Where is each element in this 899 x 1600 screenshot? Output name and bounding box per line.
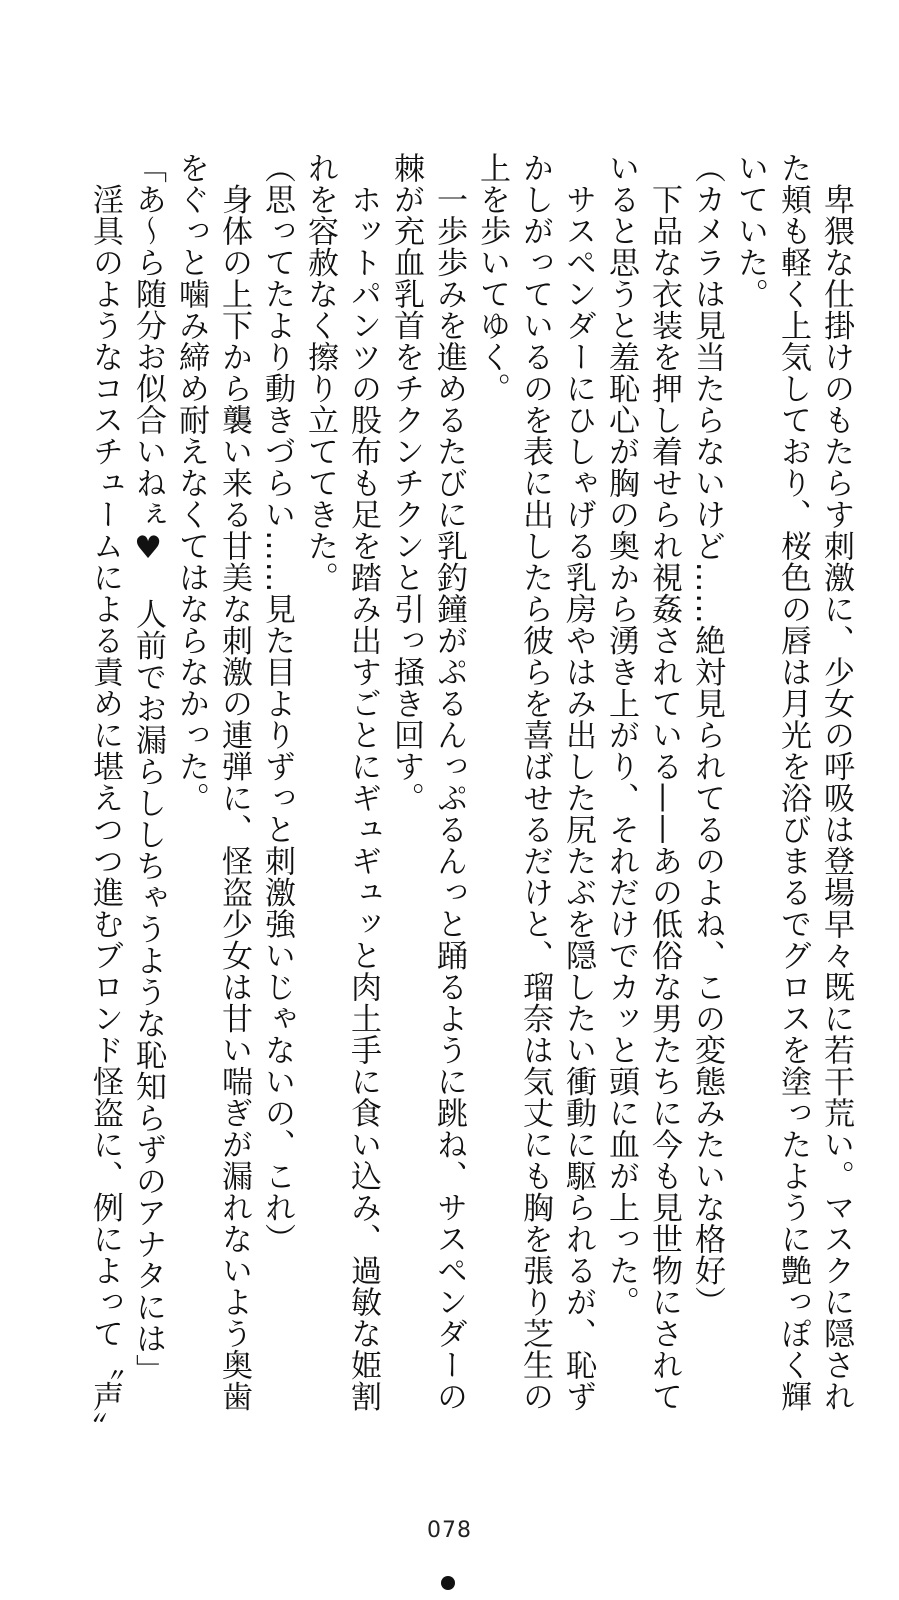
- text-line: 上を歩いてゆく。: [474, 152, 510, 404]
- page-number: 078: [427, 1518, 472, 1543]
- text-line: 一歩歩みを進めるたびに乳釣鐘がぷるんっぷるんっと踊るように跳ね、サスペンダーの: [431, 152, 467, 1412]
- vertical-text-body: [27, 152, 857, 1444]
- text-line: た頬も軽く上気しており、桜色の唇は月光を浴びまるでグロスを塗ったように艶っぽく輝: [775, 152, 811, 1412]
- text-line: （カメラは見当たらないけど……絶対見られてるのよね、この変態みたいな格好）: [689, 152, 725, 1318]
- text-line: （思ってたより動きづらい……見た目よりずっと刺激強いじゃないの、これ）: [259, 152, 295, 1255]
- text-line: かしがっているのを表に出したら彼らを喜ばせるだけと、瑠奈は気丈にも胸を張り芝生の: [517, 152, 553, 1412]
- text-line: 下品な衣装を押し着せられ視姦されている——あの低俗な男たちに今も見世物にされて: [646, 152, 682, 1412]
- text-line: サスペンダーにひしゃげる乳房やはみ出した尻たぶを隠したい衝動に駆られるが、恥ず: [560, 152, 596, 1412]
- text-line: いていた。: [732, 152, 768, 310]
- text-line: 卑猥な仕掛けのもたらす刺激に、少女の呼吸は登場早々既に若干荒い。マスクに隠され: [818, 152, 854, 1412]
- page-marker-dot: [441, 1576, 455, 1590]
- text-line: れを容赦なく擦り立ててきた。: [302, 152, 338, 593]
- text-line: ホットパンツの股布も足を踏み出すごとにギュギュッと肉土手に食い込み、過敏な姫割: [345, 152, 381, 1412]
- text-line: 棘が充血乳首をチクンチクンと引っ掻き回す。: [388, 152, 424, 814]
- text-line: 淫具のようなコスチュームによる責めに堪えつつ進むブロンド怪盗に、例によって〝声〟: [87, 152, 123, 1444]
- text-line: いると思うと羞恥心が胸の奥から湧き上がり、それだけでカッと頭に血が上った。: [603, 152, 639, 1318]
- text-line: 身体の上下から襲い来る甘美な刺激の連弾に、怪盗少女は甘い喘ぎが漏れないよう奥歯: [216, 152, 252, 1412]
- text-line: 「あ～ら随分お似合いねぇ♥ 人前でお漏らししちゃうような恥知らずのアナタには」: [130, 152, 166, 1386]
- text-line: をぐっと噛み締め耐えなくてはならなかった。: [173, 152, 209, 814]
